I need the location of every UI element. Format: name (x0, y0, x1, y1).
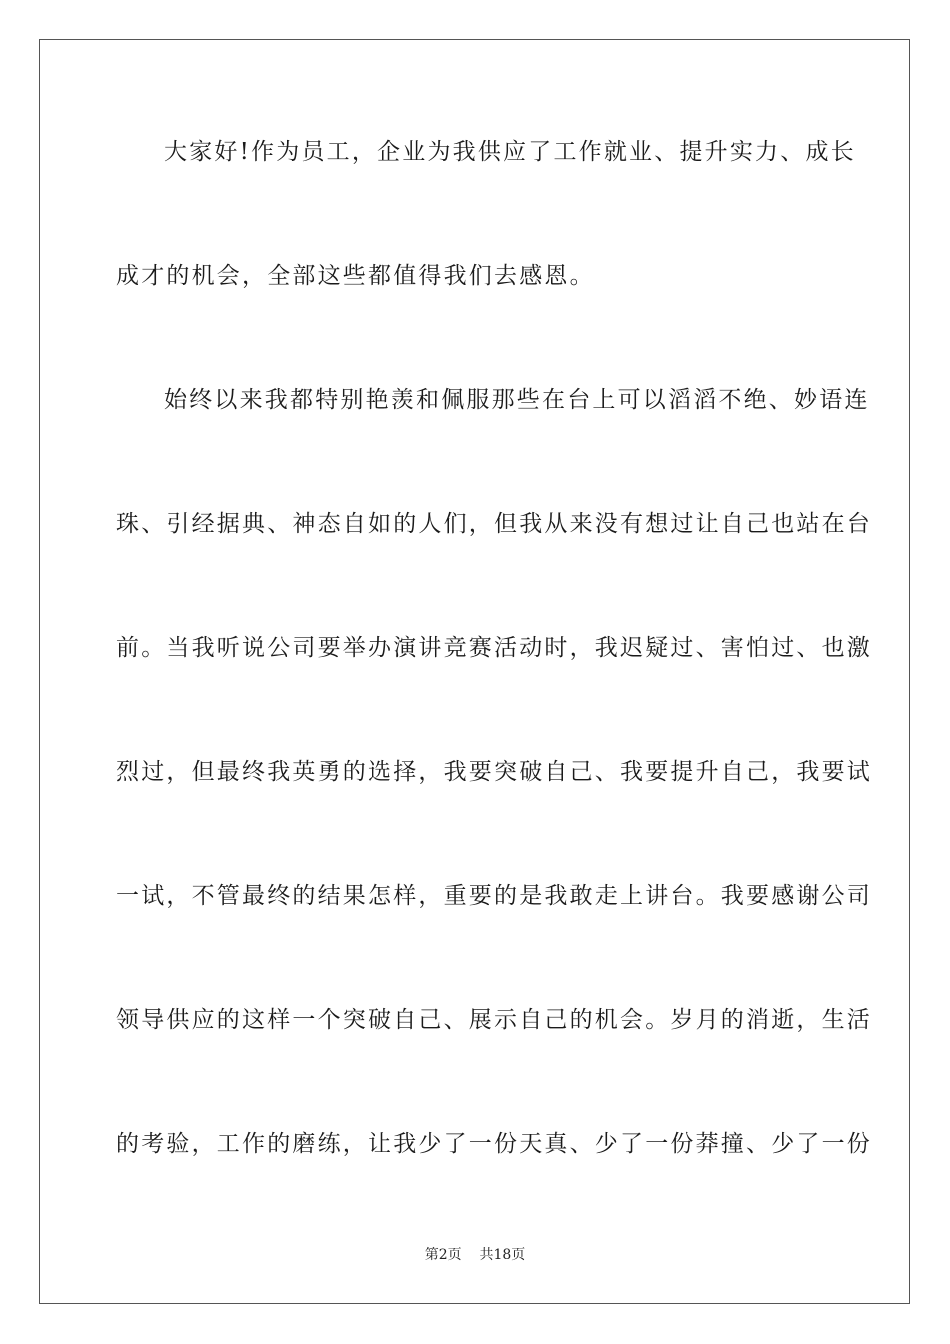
text-line-8: 领导供应的这样一个突破自己、展示自己的机会。岁月的消逝，生活 (116, 1007, 872, 1033)
page-footer (0, 1246, 950, 1264)
text-line-2: 成才的机会，全部这些都值得我们去感恩。 (116, 263, 595, 289)
page-total: 共18页 (479, 1247, 526, 1263)
text-line-6: 烈过，但最终我英勇的选择，我要突破自己、我要提升自己，我要试 (116, 759, 872, 785)
page-border (39, 39, 910, 1304)
text-line-9: 的考验，工作的磨练，让我少了一份天真、少了一份莽撞、少了一份 (116, 1131, 872, 1157)
text-line-1: 大家好!作为员工，企业为我供应了工作就业、提升实力、成长 (164, 139, 856, 165)
page-number: 第2页 (424, 1247, 462, 1263)
text-line-7: 一试，不管最终的结果怎样，重要的是我敢走上讲台。我要感谢公司 (116, 883, 872, 909)
text-line-4: 珠、引经据典、神态自如的人们，但我从来没有想过让自己也站在台 (116, 511, 872, 537)
text-line-3: 始终以来我都特别艳羡和佩服那些在台上可以滔滔不绝、妙语连 (164, 387, 870, 413)
text-line-5: 前。当我听说公司要举办演讲竞赛活动时，我迟疑过、害怕过、也激 (116, 635, 872, 661)
